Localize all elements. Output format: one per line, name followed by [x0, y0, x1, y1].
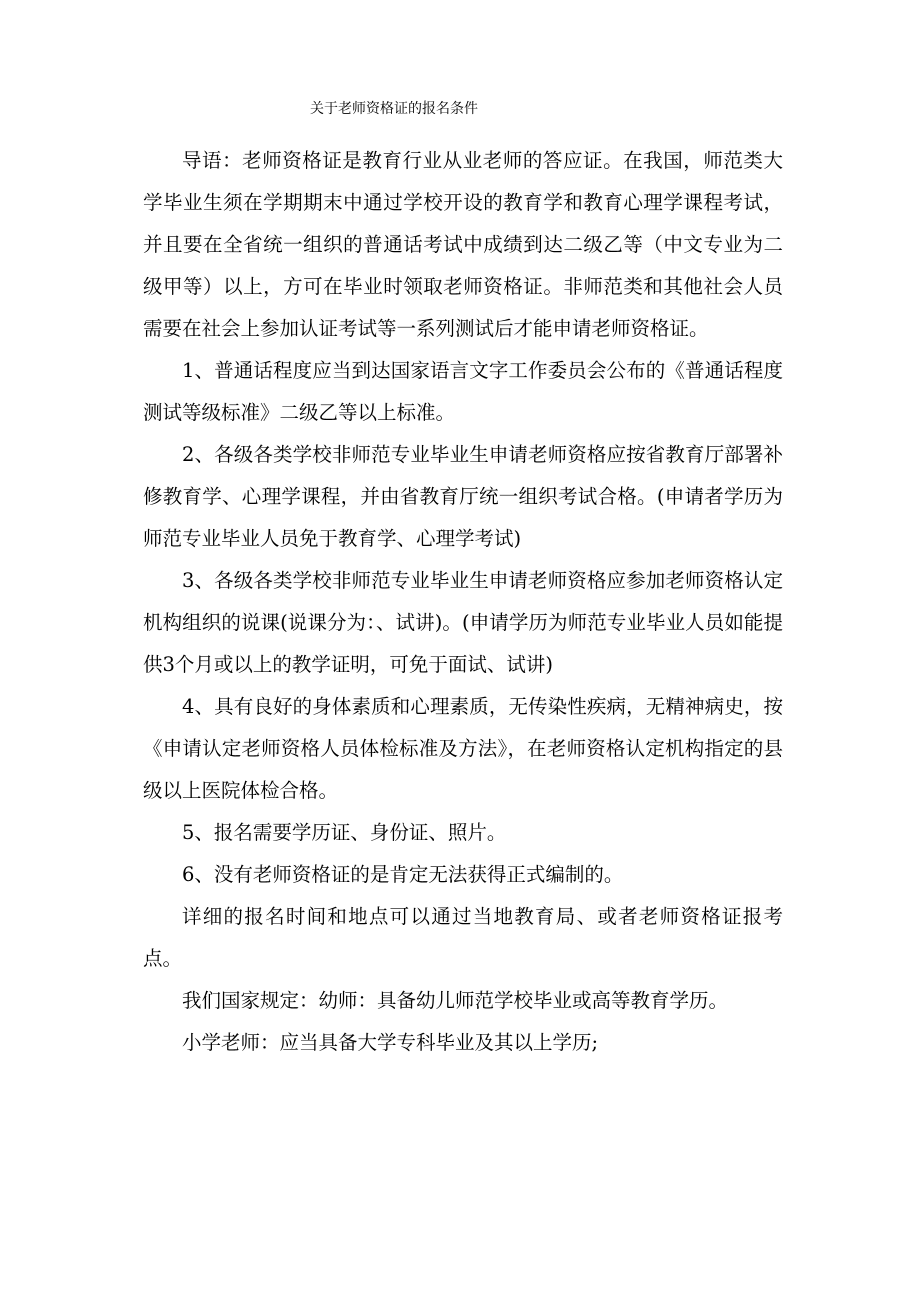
condition-3-paragraph: 3、各级各类学校非师范专业毕业生申请老师资格应参加老师资格认定机构组织的说课(说课分为：、试讲)。(申请学历为师范专业毕业人员如能提供3个月或以上的教学证明，可免于面试、试讲) — [143, 569, 783, 676]
kindergarten-requirement-paragraph: 我们国家规定：幼师：具备幼儿师范学校毕业或高等教育学历。 — [182, 989, 729, 1012]
document-title: 关于老师资格证的报名条件 — [310, 101, 478, 117]
condition-2-paragraph: 2、各级各类学校非师范专业毕业生申请老师资格应按省教育厅部署补修教育学、心理学课程，并由省教育厅统一组织考试合格。(申请者学历为师范专业毕业人员免于教育学、心理学考试) — [143, 443, 783, 550]
condition-1-paragraph: 1、普通话程度应当到达国家语言文字工作委员会公布的《普通话程度测试等级标准》二级乙等以上标准。 — [143, 359, 783, 424]
document-body — [143, 140, 783, 1064]
condition-4-paragraph: 4、具有良好的身体素质和心理素质，无传染性疾病，无精神病史，按《申请认定老师资格人员体检标准及方法》，在老师资格认定机构指定的县级以上医院体检合格。 — [143, 695, 783, 802]
intro-paragraph: 导语：老师资格证是教育行业从业老师的答应证。在我国，师范类大学毕业生须在学期期末中通过学校开设的教育学和教育心理学课程考试，并且要在全省统一组织的普通话考试中成绩到达二级乙等（中文专业为二级甲等）以上，方可在毕业时领取老师资格证。非师范类和其他社会人员需要在社会上参加认证考试等一系列测试后才能申请老师资格证。 — [143, 149, 783, 340]
condition-6-paragraph: 6、没有老师资格证的是肯定无法获得正式编制的。 — [182, 863, 624, 886]
condition-5-paragraph: 5、报名需要学历证、身份证、照片。 — [182, 821, 507, 844]
registration-info-paragraph: 详细的报名时间和地点可以通过当地教育局、或者老师资格证报考点。 — [143, 905, 783, 970]
primary-teacher-requirement-paragraph: 小学老师：应当具备大学专科毕业及其以上学历; — [182, 1031, 599, 1054]
